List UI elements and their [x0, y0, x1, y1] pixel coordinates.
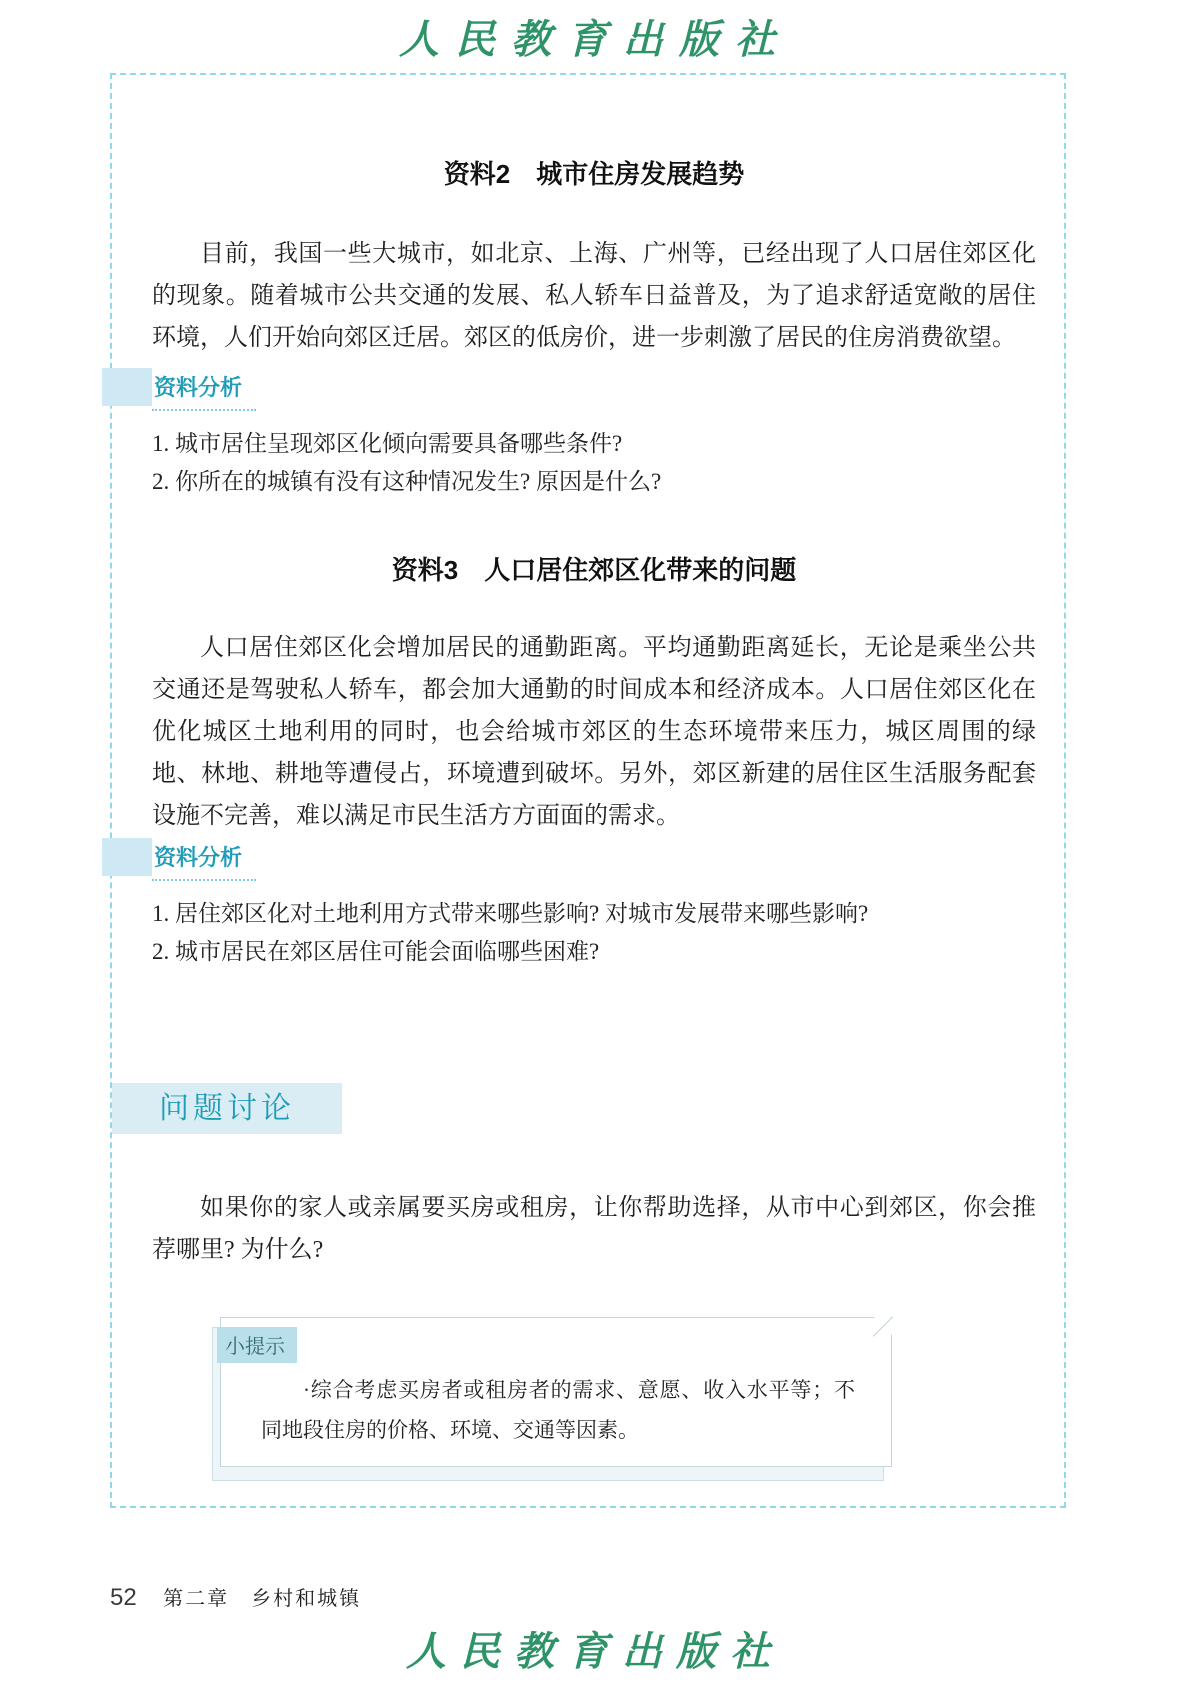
- dashed-content-box: [110, 73, 1066, 1508]
- section3-question-2: 2. 城市居民在郊区居住可能会面临哪些困难?: [152, 939, 600, 964]
- analysis-label: 资料分析: [152, 371, 256, 411]
- analysis-marker-square: [102, 368, 152, 406]
- section3-paragraph: 人口居住郊区化会增加居民的通勤距离。平均通勤距离延长，无论是乘坐公共交通还是驾驶私人轿车，都会加大通勤的时间成本和经济成本。人口居住郊区化在优化城区土地利用的同时，也会给城市郊区的生态环境带来压力，城区周围的绿地、林地、耕地等遭侵占，环境遭到破坏。另外，郊区新建的居住区生活服务配套设施不完善，难以满足市民生活方方面面的需求。: [152, 635, 1036, 829]
- section2-paragraph: 目前，我国一些大城市，如北京、上海、广州等，已经出现了人口居住郊区化的现象。随着城市公共交通的发展、私人轿车日益普及，为了追求舒适宽敞的居住环境，人们开始向郊区迁居。郊区的低房价，进一步刺激了居民的住房消费欲望。: [152, 241, 1036, 351]
- section2-question-1: 1. 城市居住呈现郊区化倾向需要具备哪些条件?: [152, 431, 623, 456]
- tip-box: [220, 1317, 892, 1473]
- discussion-paragraph: 如果你的家人或亲属要买房或租房，让你帮助选择，从市中心到郊区，你会推荐哪里? 为什么?: [152, 1195, 1036, 1263]
- tip-label: 小提示: [217, 1327, 297, 1363]
- discussion-title-banner: 问题讨论: [112, 1083, 342, 1134]
- publisher-logo-top: 人民教育出版社: [399, 16, 791, 63]
- analysis-block-1: [152, 371, 256, 411]
- section3-heading: 资料3 人口居住郊区化带来的问题: [391, 555, 797, 585]
- section3-question-1: 1. 居住郊区化对土地利用方式带来哪些影响? 对城市发展带来哪些影响?: [152, 901, 869, 926]
- analysis-block-2: [152, 841, 256, 881]
- publisher-logo-bottom: 人民教育出版社: [406, 1628, 784, 1675]
- tip-text: ·综合考虑买房者或租房者的需求、意愿、收入水平等；不同地段住房的价格、环境、交通等因素。: [261, 1378, 855, 1442]
- analysis-marker-square: [102, 838, 152, 876]
- page-footer: [110, 1582, 361, 1612]
- analysis-label: 资料分析: [152, 841, 256, 881]
- chapter-title: 第二章 乡村和城镇: [163, 1588, 362, 1610]
- section2-question-2: 2. 你所在的城镇有没有这种情况发生? 原因是什么?: [152, 469, 662, 494]
- section2-heading: 资料2 城市住房发展趋势: [443, 159, 745, 189]
- page-number: 52: [110, 1584, 137, 1611]
- tip-box-panel: [220, 1317, 892, 1467]
